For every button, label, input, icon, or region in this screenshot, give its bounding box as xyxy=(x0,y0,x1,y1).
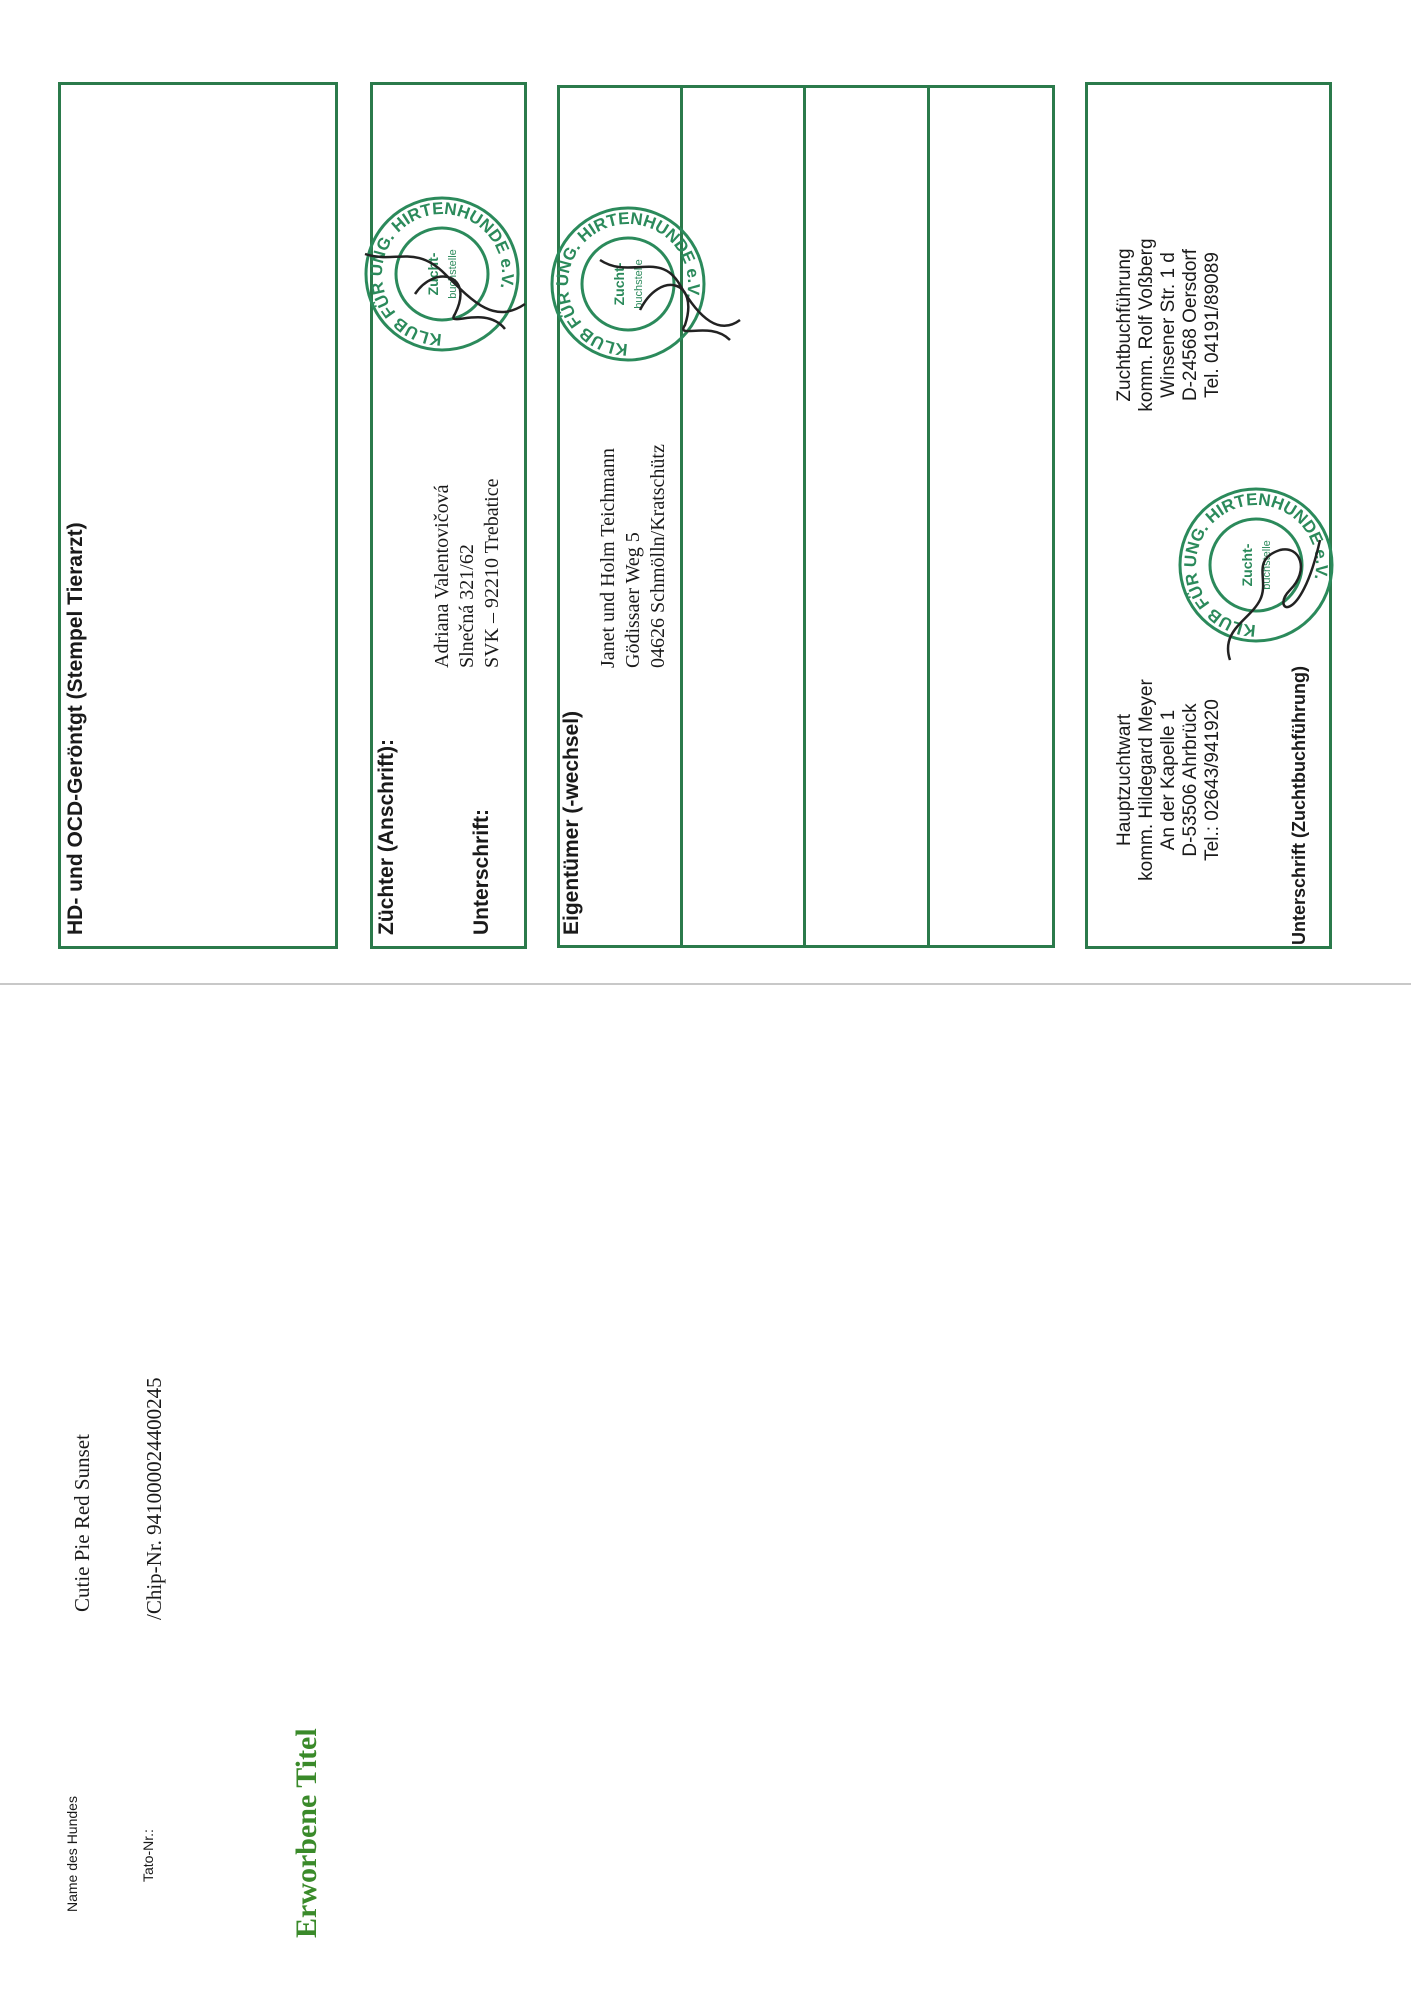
studbook-office-name: komm. Rolf Voßberg xyxy=(1136,238,1157,412)
head-breed-warden-street: An der Kapelle 1 xyxy=(1158,709,1179,851)
studbook-office-city: D-24568 Oersdorf xyxy=(1180,248,1201,402)
stamp-center-bottom: buchstelle xyxy=(1261,540,1273,590)
dog-name-value: Cutie Pie Red Sunset xyxy=(70,1434,94,1612)
breeder-address xyxy=(430,479,505,668)
head-breed-warden-title: Hauptzuchtwart xyxy=(1114,714,1135,847)
stamp-ring-text: KLUB FÜR UNG. HIRTENHUNDE e.V. xyxy=(1180,489,1332,641)
fold-line xyxy=(0,983,1411,985)
head-breed-warden-phone: Tel.: 02643/941920 xyxy=(1202,699,1223,861)
owner-address xyxy=(596,444,671,668)
head-breed-warden-block xyxy=(1114,665,1224,895)
owner-column-line-3 xyxy=(927,88,930,945)
head-breed-warden-city: D-53506 Ahrbrück xyxy=(1180,703,1201,857)
stamp-center-bottom: buchstelle xyxy=(633,259,645,309)
stamp-center-bottom: buchstelle xyxy=(447,249,459,299)
studbook-office-street: Winsener Str. 1 d xyxy=(1158,252,1179,398)
owner-signature xyxy=(590,240,750,350)
studbook-office-phone: Tel. 04191/89089 xyxy=(1202,252,1223,398)
stamp-center-top: Zucht- xyxy=(1239,543,1255,587)
owner-name: Janet und Holm Teichmann xyxy=(597,448,619,668)
hd-ocd-heading: HD- und OCD-Geröntgt (Stempel Tierarzt) xyxy=(64,522,87,935)
owner-column-line-2 xyxy=(803,88,806,945)
stamp-center-top: Zucht- xyxy=(425,252,441,296)
titles-heading: Erworbene Titel xyxy=(290,1728,323,1938)
breeder-city: SVK – 92210 Trebatice xyxy=(481,478,503,668)
stamp-center-top: Zucht- xyxy=(611,262,627,306)
owner-heading: Eigentümer (-wechsel) xyxy=(560,710,583,935)
studbook-office-title: Zuchtbuchführung xyxy=(1114,248,1135,402)
breeder-heading: Züchter (Anschrift): xyxy=(375,739,398,935)
registry-signature-label: Unterschrift (Zuchtbuchführung) xyxy=(1289,666,1309,945)
breeder-signature xyxy=(355,234,535,344)
registry-signature xyxy=(1210,520,1330,670)
breeder-street: Slnečná 321/62 xyxy=(456,544,478,668)
breeder-name: Adriana Valentovičová xyxy=(431,484,453,668)
stamp-ring-text: KLUB FÜR UNG. HIRTENHUNDE e.V. xyxy=(552,208,704,360)
chip-number: /Chip-Nr. 941000024400245 xyxy=(142,1377,166,1620)
hd-ocd-box xyxy=(58,82,338,949)
stamp-ring-text: KLUB FÜR UNG. HIRTENHUNDE e.V. xyxy=(366,198,518,350)
owner-city: 04626 Schmölln/Kratschütz xyxy=(647,444,669,668)
studbook-office-block xyxy=(1114,230,1224,420)
head-breed-warden-name: komm. Hildegard Meyer xyxy=(1136,679,1157,881)
breeder-signature-label: Unterschrift: xyxy=(470,808,493,935)
owner-street: Gödissaer Weg 5 xyxy=(622,532,644,668)
tattoo-label: Tato-Nr.: xyxy=(140,1829,156,1882)
dog-name-label: Name des Hundes xyxy=(64,1796,80,1912)
